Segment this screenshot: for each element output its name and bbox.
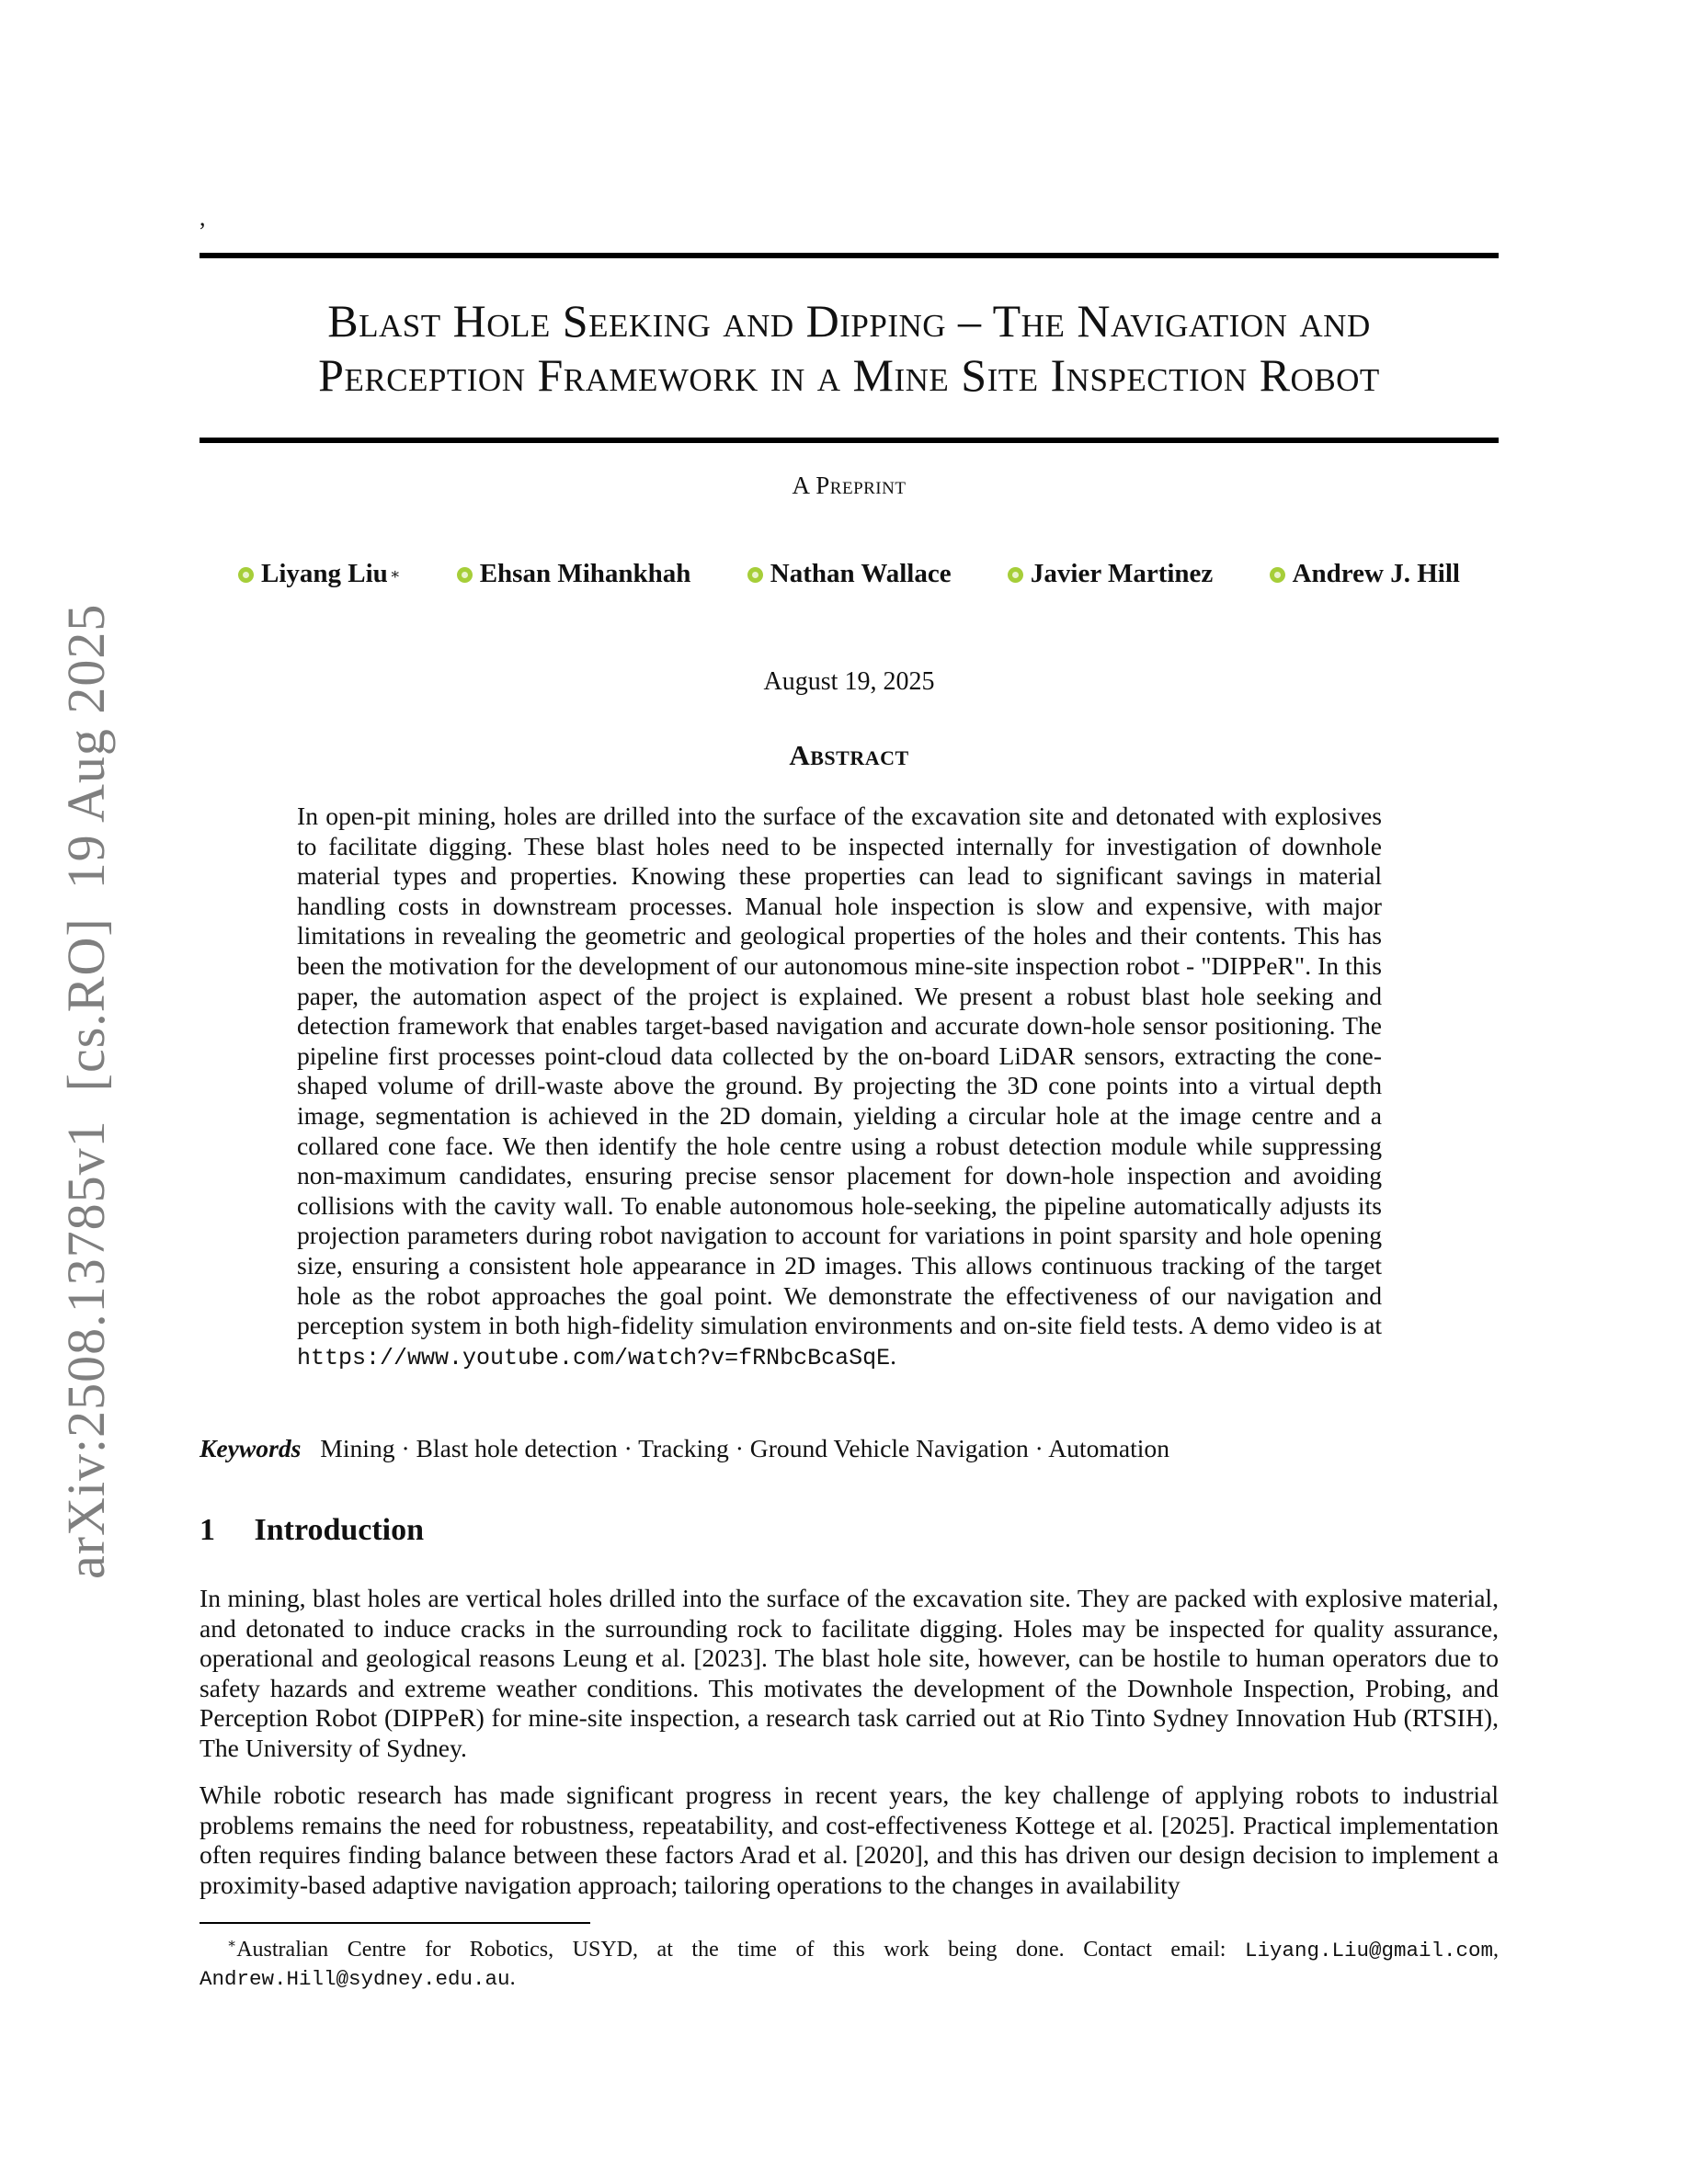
- orcid-icon[interactable]: [238, 567, 254, 583]
- orcid-icon[interactable]: [1008, 567, 1023, 583]
- author-name: Andrew J. Hill: [1292, 559, 1460, 588]
- title-rule-top: [200, 253, 1499, 258]
- footnote-separator: ,: [1493, 1938, 1500, 1962]
- footnote-rule: [200, 1922, 590, 1924]
- title-line-2: Perception Framework in a Mine Site Inspection Robot: [318, 349, 1380, 401]
- stray-comma: ,: [200, 204, 206, 231]
- author-name: Javier Martinez: [1030, 559, 1214, 588]
- arxiv-identifier: arXiv:2508.13785v1 [cs.RO] 19 Aug 2025: [56, 603, 116, 1579]
- section-number: 1: [200, 1513, 215, 1547]
- abstract-end: .: [890, 1340, 897, 1370]
- author[interactable]: [1008, 559, 1213, 589]
- author-name: Nathan Wallace: [770, 559, 952, 588]
- author-list: [200, 559, 1499, 589]
- email-link[interactable]: Liyang.Liu@gmail.com: [1244, 1939, 1494, 1962]
- title-rule-bottom: [200, 438, 1499, 443]
- author-name: Ehsan Mihankhah: [479, 559, 691, 588]
- keywords-label: Keywords: [200, 1434, 302, 1462]
- section-title: Introduction: [254, 1513, 425, 1547]
- abstract-heading: Abstract: [789, 739, 909, 771]
- preprint-label: A Preprint: [792, 472, 907, 499]
- title-line-1: Blast Hole Seeking and Dipping – The Navigation and: [327, 295, 1371, 347]
- paper-title: [200, 294, 1499, 403]
- email-link[interactable]: Andrew.Hill@sydney.edu.au: [200, 1967, 510, 1991]
- author-name: Liyang Liu: [261, 559, 388, 588]
- abstract-body: [297, 802, 1382, 1373]
- body-paragraph: In mining, blast holes are vertical holes drilled into the surface of the excavation site. They are packed with explosive material, and detonated to induce cracks in the surrounding rock to facilitate digging. Holes may be inspected for quality assurance, operational and geological reasons Leung et al. [2023]. The blast hole site, however, can be hostile to human operators due to safety hazards and extreme weather conditions. This motivates the development of the Downhole Inspection, Probing, and Perception Robot (DIPPeR) for mine-site inspection, a research task carried out at Rio Tinto Sydney Innovation Hub (RTSIH), The University of Sydney.: [200, 1584, 1499, 1762]
- publication-date: August 19, 2025: [763, 667, 935, 696]
- author[interactable]: [747, 559, 952, 589]
- footnote: [200, 1930, 1499, 1993]
- body-paragraph: While robotic research has made significant progress in recent years, the key challenge of applying robots to industrial problems remains the need for robustness, repeatability, and cost-effectiveness Kottege et al. [2025]. Practical implementation often requires finding balance between these factors Arad et al. [2020], and this has driven our design decision to implement a proximity-based adaptive navigation approach; tailoring operations to the changes in availability: [200, 1780, 1499, 1899]
- author[interactable]: [457, 559, 691, 589]
- author[interactable]: [238, 559, 400, 589]
- footnote-end: .: [509, 1966, 516, 1990]
- footnote-mark: ∗: [227, 1937, 237, 1951]
- section-heading: [200, 1513, 424, 1548]
- keywords: [200, 1434, 1499, 1463]
- footnote-text: Australian Centre for Robotics, USYD, at the time of this work being done. Contact email:: [236, 1938, 1226, 1962]
- affiliation-mark: ∗: [389, 564, 401, 583]
- keywords-list: Mining · Blast hole detection · Tracking · Ground Vehicle Navigation · Automation: [320, 1434, 1170, 1462]
- author[interactable]: [1270, 559, 1460, 589]
- abstract-text: In open-pit mining, holes are drilled into the surface of the excavation site and detonated with explosives to facilitate digging. These blast holes need to be inspected internally for investigation of downhole material types and properties. Knowing these properties can lead to significant savings in material handling costs in downstream processes. Manual hole inspection is slow and expensive, with major limitations in revealing the geometric and geological properties of the holes and their contents. This has been the motivation for the development of our autonomous mine-site inspection robot - "DIPPeR". In this paper, the automation aspect of the project is explained. We present a robust blast hole seeking and detection framework that enables target-based navigation and accurate down-hole sensor positioning. The pipeline first processes point-cloud data collected by the on-board LiDAR sensors, extracting the cone-shaped volume of drill-waste above the ground. By projecting the 3D cone points into a virtual depth image, segmentation is achieved in the 2D domain, yielding a circular hole at the image centre and a collared cone face. We then identify the hole centre using a robust detection module while suppressing non-maximum candidates, ensuring precise sensor placement for down-hole inspection and avoiding collisions with the cavity wall. To enable autonomous hole-seeking, the pipeline automatically adjusts its projection parameters during robot navigation to account for variations in point sparsity and hole opening size, ensuring a consistent hole appearance in 2D images. This allows continuous tracking of the target hole as the robot approaches the goal point. We demonstrate the effectiveness of our navigation and perception system in both high-fidelity simulation environments and on-site field tests. A demo video is at: [297, 802, 1382, 1340]
- orcid-icon[interactable]: [747, 567, 763, 583]
- orcid-icon[interactable]: [457, 567, 473, 583]
- orcid-icon[interactable]: [1270, 567, 1285, 583]
- demo-video-link[interactable]: https://www.youtube.com/watch?v=fRNbcBcaSqE: [297, 1344, 891, 1371]
